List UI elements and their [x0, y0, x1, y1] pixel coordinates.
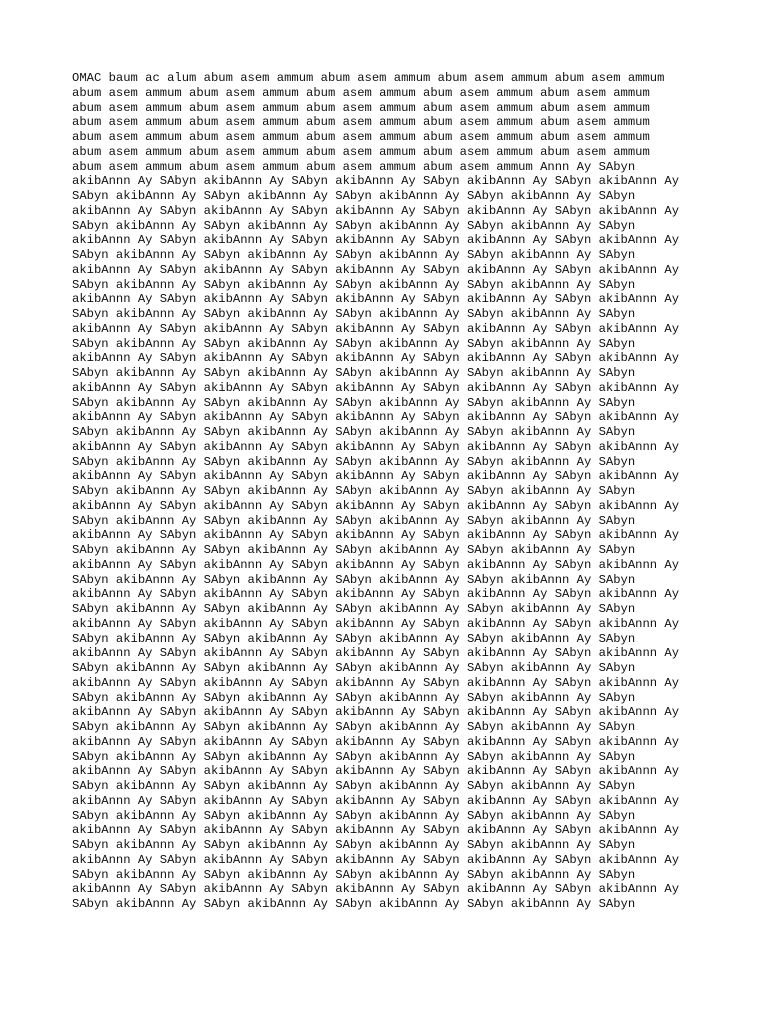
text-line: akibAnnn Ay SAbyn akibAnnn Ay SAbyn akibAnnn Ay SAbyn akibAnnn Ay SAbyn akibAnnn Ay	[72, 174, 680, 189]
text-line: SAbyn akibAnnn Ay SAbyn akibAnnn Ay SAbyn akibAnnn Ay SAbyn akibAnnn Ay SAbyn	[72, 572, 636, 587]
text-line: akibAnnn Ay SAbyn akibAnnn Ay SAbyn akibAnnn Ay SAbyn akibAnnn Ay SAbyn akibAnnn Ay	[72, 587, 680, 602]
text-line: SAbyn akibAnnn Ay SAbyn akibAnnn Ay SAbyn akibAnnn Ay SAbyn akibAnnn Ay SAbyn	[72, 808, 636, 823]
text-line: akibAnnn Ay SAbyn akibAnnn Ay SAbyn akibAnnn Ay SAbyn akibAnnn Ay SAbyn akibAnnn Ay	[72, 292, 680, 307]
text-line: abum asem ammum abum asem ammum abum asem ammum abum asem ammum Annn Ay SAbyn	[72, 159, 636, 174]
text-line: akibAnnn Ay SAbyn akibAnnn Ay SAbyn akibAnnn Ay SAbyn akibAnnn Ay SAbyn akibAnnn Ay	[72, 262, 680, 277]
text-line: SAbyn akibAnnn Ay SAbyn akibAnnn Ay SAbyn akibAnnn Ay SAbyn akibAnnn Ay SAbyn	[72, 218, 636, 233]
text-line: OMAC baum ac alum abum asem ammum abum asem ammum abum asem ammum abum asem ammum	[72, 71, 665, 85]
text-line: akibAnnn Ay SAbyn akibAnnn Ay SAbyn akibAnnn Ay SAbyn akibAnnn Ay SAbyn akibAnnn Ay	[72, 764, 680, 779]
text-line: SAbyn akibAnnn Ay SAbyn akibAnnn Ay SAbyn akibAnnn Ay SAbyn akibAnnn Ay SAbyn	[72, 425, 636, 439]
text-line: abum asem ammum abum asem ammum abum asem ammum abum asem ammum abum asem ammum	[72, 85, 650, 100]
text-line: SAbyn akibAnnn Ay SAbyn akibAnnn Ay SAbyn akibAnnn Ay SAbyn akibAnnn Ay SAbyn	[72, 690, 636, 705]
document-page	[72, 71, 712, 912]
text-line: akibAnnn Ay SAbyn akibAnnn Ay SAbyn akibAnnn Ay SAbyn akibAnnn Ay SAbyn akibAnnn Ay	[72, 882, 680, 897]
text-line: SAbyn akibAnnn Ay SAbyn akibAnnn Ay SAbyn akibAnnn Ay SAbyn akibAnnn Ay SAbyn	[72, 867, 636, 882]
text-line: akibAnnn Ay SAbyn akibAnnn Ay SAbyn akibAnnn Ay SAbyn akibAnnn Ay SAbyn akibAnnn Ay	[72, 616, 680, 631]
text-line: SAbyn akibAnnn Ay SAbyn akibAnnn Ay SAbyn akibAnnn Ay SAbyn akibAnnn Ay SAbyn	[72, 336, 636, 351]
text-line: akibAnnn Ay SAbyn akibAnnn Ay SAbyn akibAnnn Ay SAbyn akibAnnn Ay SAbyn akibAnnn Ay	[72, 734, 680, 749]
text-line: akibAnnn Ay SAbyn akibAnnn Ay SAbyn akibAnnn Ay SAbyn akibAnnn Ay SAbyn akibAnnn Ay	[72, 498, 680, 513]
text-line: akibAnnn Ay SAbyn akibAnnn Ay SAbyn akibAnnn Ay SAbyn akibAnnn Ay SAbyn akibAnnn Ay	[72, 557, 680, 572]
text-line: SAbyn akibAnnn Ay SAbyn akibAnnn Ay SAbyn akibAnnn Ay SAbyn akibAnnn Ay SAbyn	[72, 838, 636, 852]
text-line: akibAnnn Ay SAbyn akibAnnn Ay SAbyn akibAnnn Ay SAbyn akibAnnn Ay SAbyn akibAnnn Ay	[72, 469, 680, 484]
text-line: abum asem ammum abum asem ammum abum asem ammum abum asem ammum abum asem ammum	[72, 144, 650, 159]
text-line: akibAnnn Ay SAbyn akibAnnn Ay SAbyn akibAnnn Ay SAbyn akibAnnn Ay SAbyn akibAnnn Ay	[72, 852, 680, 867]
text-line: SAbyn akibAnnn Ay SAbyn akibAnnn Ay SAbyn akibAnnn Ay SAbyn akibAnnn Ay SAbyn	[72, 897, 636, 911]
text-line: akibAnnn Ay SAbyn akibAnnn Ay SAbyn akibAnnn Ay SAbyn akibAnnn Ay SAbyn akibAnnn Ay	[72, 410, 680, 425]
text-line: SAbyn akibAnnn Ay SAbyn akibAnnn Ay SAbyn akibAnnn Ay SAbyn akibAnnn Ay SAbyn	[72, 749, 636, 764]
text-line: abum asem ammum abum asem ammum abum asem ammum abum asem ammum abum asem ammum	[72, 130, 650, 144]
text-line: akibAnnn Ay SAbyn akibAnnn Ay SAbyn akibAnnn Ay SAbyn akibAnnn Ay SAbyn akibAnnn Ay	[72, 321, 680, 336]
text-line: akibAnnn Ay SAbyn akibAnnn Ay SAbyn akibAnnn Ay SAbyn akibAnnn Ay SAbyn akibAnnn Ay	[72, 793, 680, 808]
text-line: SAbyn akibAnnn Ay SAbyn akibAnnn Ay SAbyn akibAnnn Ay SAbyn akibAnnn Ay SAbyn	[72, 395, 636, 410]
text-line: SAbyn akibAnnn Ay SAbyn akibAnnn Ay SAbyn akibAnnn Ay SAbyn akibAnnn Ay SAbyn	[72, 484, 636, 498]
text-line: SAbyn akibAnnn Ay SAbyn akibAnnn Ay SAbyn akibAnnn Ay SAbyn akibAnnn Ay SAbyn	[72, 189, 636, 203]
text-line: abum asem ammum abum asem ammum abum asem ammum abum asem ammum abum asem ammum	[72, 100, 650, 115]
text-line: SAbyn akibAnnn Ay SAbyn akibAnnn Ay SAbyn akibAnnn Ay SAbyn akibAnnn Ay SAbyn	[72, 248, 636, 262]
text-line: SAbyn akibAnnn Ay SAbyn akibAnnn Ay SAbyn akibAnnn Ay SAbyn akibAnnn Ay SAbyn	[72, 454, 636, 469]
text-line: akibAnnn Ay SAbyn akibAnnn Ay SAbyn akibAnnn Ay SAbyn akibAnnn Ay SAbyn akibAnnn Ay	[72, 646, 680, 661]
text-line: akibAnnn Ay SAbyn akibAnnn Ay SAbyn akibAnnn Ay SAbyn akibAnnn Ay SAbyn akibAnnn Ay	[72, 675, 680, 690]
text-line: SAbyn akibAnnn Ay SAbyn akibAnnn Ay SAbyn akibAnnn Ay SAbyn akibAnnn Ay SAbyn	[72, 631, 636, 646]
text-line: abum asem ammum abum asem ammum abum asem ammum abum asem ammum abum asem ammum	[72, 115, 650, 130]
text-line: akibAnnn Ay SAbyn akibAnnn Ay SAbyn akibAnnn Ay SAbyn akibAnnn Ay SAbyn akibAnnn Ay	[72, 233, 680, 248]
text-line: SAbyn akibAnnn Ay SAbyn akibAnnn Ay SAbyn akibAnnn Ay SAbyn akibAnnn Ay SAbyn	[72, 661, 636, 675]
text-line: akibAnnn Ay SAbyn akibAnnn Ay SAbyn akibAnnn Ay SAbyn akibAnnn Ay SAbyn akibAnnn Ay	[72, 705, 680, 720]
text-line: SAbyn akibAnnn Ay SAbyn akibAnnn Ay SAbyn akibAnnn Ay SAbyn akibAnnn Ay SAbyn	[72, 307, 636, 321]
text-line: SAbyn akibAnnn Ay SAbyn akibAnnn Ay SAbyn akibAnnn Ay SAbyn akibAnnn Ay SAbyn	[72, 277, 636, 292]
text-line: akibAnnn Ay SAbyn akibAnnn Ay SAbyn akibAnnn Ay SAbyn akibAnnn Ay SAbyn akibAnnn Ay	[72, 351, 680, 366]
text-line: SAbyn akibAnnn Ay SAbyn akibAnnn Ay SAbyn akibAnnn Ay SAbyn akibAnnn Ay SAbyn	[72, 366, 636, 380]
text-line: akibAnnn Ay SAbyn akibAnnn Ay SAbyn akibAnnn Ay SAbyn akibAnnn Ay SAbyn akibAnnn Ay	[72, 380, 680, 395]
text-line: SAbyn akibAnnn Ay SAbyn akibAnnn Ay SAbyn akibAnnn Ay SAbyn akibAnnn Ay SAbyn	[72, 779, 636, 793]
text-line: SAbyn akibAnnn Ay SAbyn akibAnnn Ay SAbyn akibAnnn Ay SAbyn akibAnnn Ay SAbyn	[72, 720, 636, 734]
text-line: akibAnnn Ay SAbyn akibAnnn Ay SAbyn akibAnnn Ay SAbyn akibAnnn Ay SAbyn akibAnnn Ay	[72, 823, 680, 838]
text-line: SAbyn akibAnnn Ay SAbyn akibAnnn Ay SAbyn akibAnnn Ay SAbyn akibAnnn Ay SAbyn	[72, 602, 636, 616]
text-line: akibAnnn Ay SAbyn akibAnnn Ay SAbyn akibAnnn Ay SAbyn akibAnnn Ay SAbyn akibAnnn Ay	[72, 439, 680, 454]
text-line: SAbyn akibAnnn Ay SAbyn akibAnnn Ay SAbyn akibAnnn Ay SAbyn akibAnnn Ay SAbyn	[72, 513, 636, 528]
text-line: akibAnnn Ay SAbyn akibAnnn Ay SAbyn akibAnnn Ay SAbyn akibAnnn Ay SAbyn akibAnnn Ay	[72, 203, 680, 218]
text-line: SAbyn akibAnnn Ay SAbyn akibAnnn Ay SAbyn akibAnnn Ay SAbyn akibAnnn Ay SAbyn	[72, 543, 636, 557]
text-line: akibAnnn Ay SAbyn akibAnnn Ay SAbyn akibAnnn Ay SAbyn akibAnnn Ay SAbyn akibAnnn Ay	[72, 528, 680, 543]
